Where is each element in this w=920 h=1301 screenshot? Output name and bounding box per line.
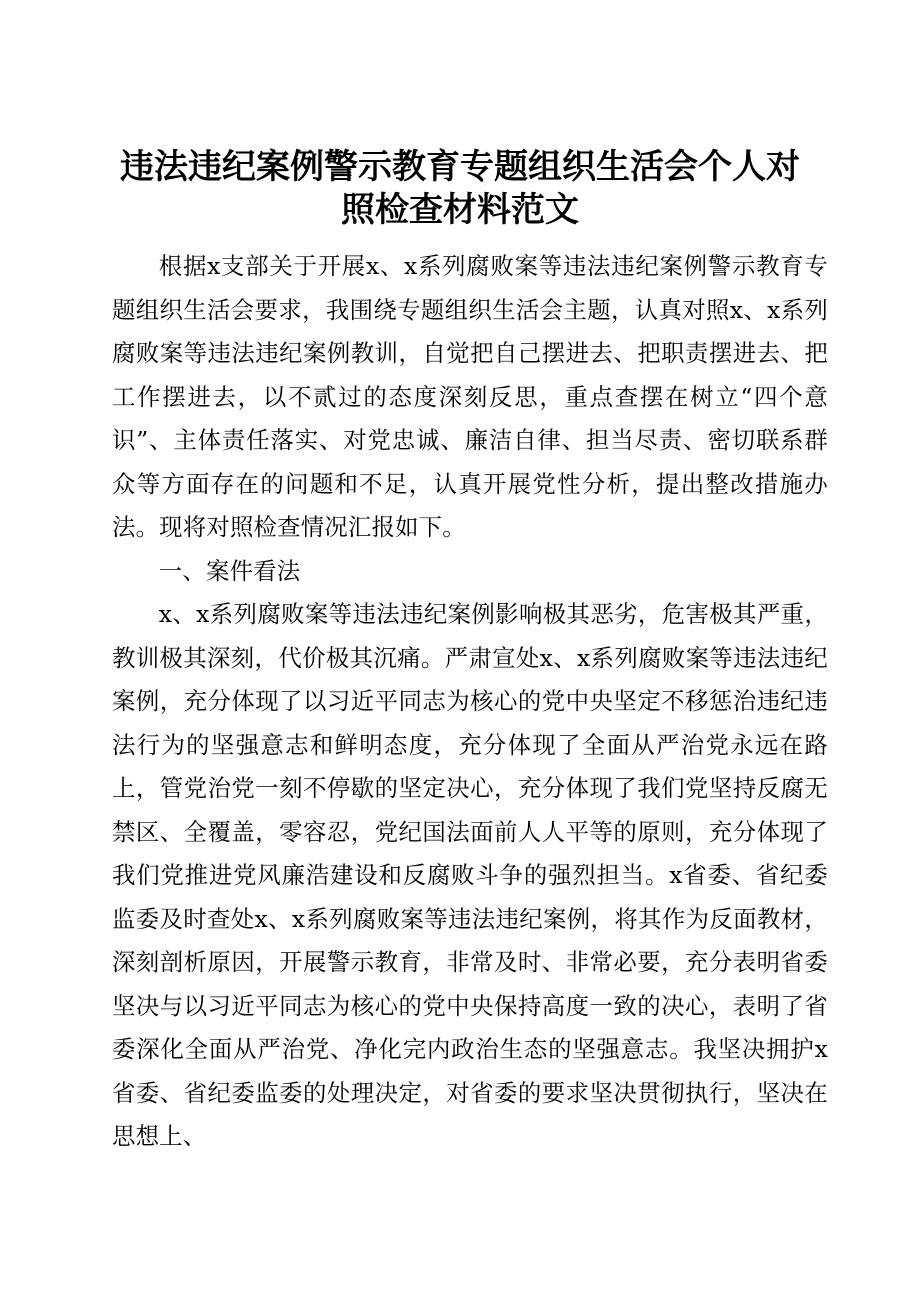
case-view-paragraph: x、x系列腐败案等违法违纪案例影响极其恶劣，危害极其严重，教训极其深刻，代价极其沉痛。严肃宣处x、x系列腐败案等违法违纪案例，充分体现了以习近平同志为核心的党中央坚定不移惩治违纪违法行为的坚强意志和鲜明态度，充分体现了全面从严治党永远在路上，管党治党一刻不停歇的坚定决心，充分体现了我们党坚持反腐无禁区、全覆盖，零容忍，党纪国法面前人人平等的原则，充分体现了我们党推进党风廉浩建设和反腐败斗争的强烈担当。x省委、省纪委监委及时查处x、x系列腐败案等违法违纪案例，将其作为反面教材，深刻剖析原因，开展警示教育，非常及时、非常必要，充分表明省委坚决与以习近平同志为核心的党中央保持高度一致的决心，表明了省委深化全面从严治党、净化完内政治生态的坚强意志。我坚决拥护x省委、省纪委监委的处理决定，对省委的要求坚决贯彻执行，坚决在思想上、	[112, 600, 828, 1150]
intro-paragraph: 根据x支部关于开展x、x系列腐败案等违法违纪案例警示教育专题组织生活会要求，我围绕专题组织生活会主题，认真对照x、x系列腐败案等违法违纪案例教训，自觉把自己摆进去、把职责摆进去、把工作摆进去，以不贰过的态度深刻反思，重点查摆在树立“四个意识”、主体责任落实、对党忠诚、廉洁自律、担当尽责、密切联系群众等方面存在的问题和不足，认真开展党性分析，提出整改措施办法。现将对照检查情况汇报如下。	[112, 252, 828, 541]
document-body	[112, 245, 828, 1159]
document-title-line-2: 照检查材料范文	[341, 190, 579, 230]
document-title-line-1: 违法违纪案例警示教育专题组织生活会个人对	[120, 147, 800, 187]
section-heading-case-view: 一、案件看法	[158, 556, 301, 585]
